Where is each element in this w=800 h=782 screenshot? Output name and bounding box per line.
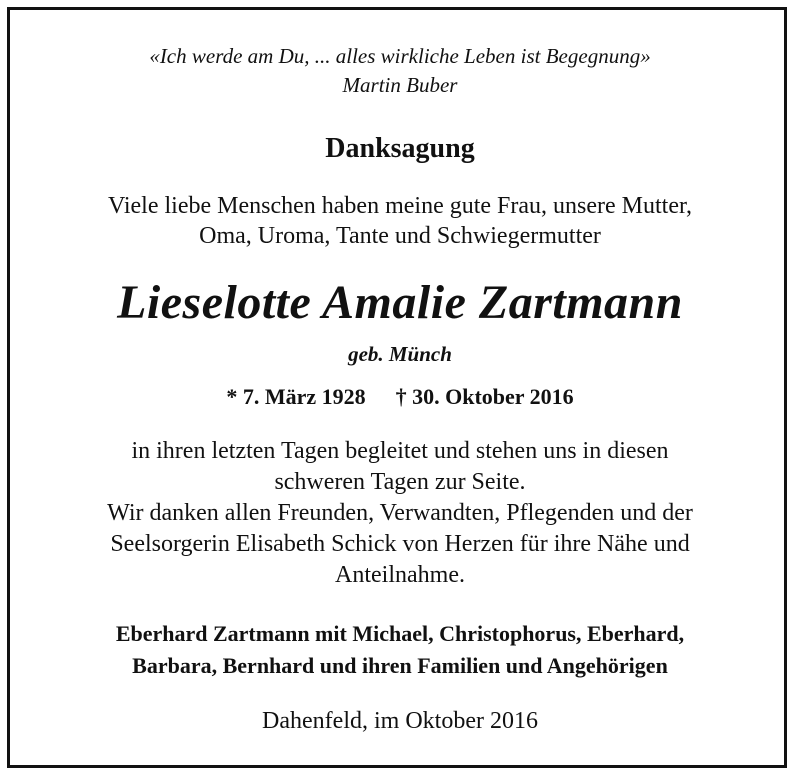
family-line: Barbara, Bernhard und ihren Familien und Angehörigen bbox=[132, 653, 668, 678]
deceased-name: Lieselotte Amalie Zartmann bbox=[117, 276, 683, 329]
quote-author: Martin Buber bbox=[342, 73, 458, 97]
life-dates bbox=[0, 382, 800, 412]
place-and-date: Dahenfeld, im Oktober 2016 bbox=[262, 708, 538, 734]
intro-line: Oma, Uroma, Tante und Schwiegermutter bbox=[199, 223, 601, 249]
maiden-name: geb. Münch bbox=[348, 342, 452, 366]
thanks-line: Anteilnahme. bbox=[335, 562, 465, 588]
intro-line: Viele liebe Menschen haben meine gute Frau, unsere Mutter, bbox=[107, 193, 693, 219]
intro-text bbox=[0, 191, 800, 251]
thanks-line: Seelsorgerin Elisabeth Schick von Herzen für ihre Nähe und bbox=[110, 531, 690, 557]
thanks-line: schweren Tagen zur Seite. bbox=[274, 469, 526, 495]
thanks-text bbox=[0, 436, 800, 591]
death-date: † 30. Oktober 2016 bbox=[395, 384, 574, 409]
thanks-line: in ihren letzten Tagen begleitet und stehen uns in diesen bbox=[131, 438, 669, 464]
quote-text: «Ich werde am Du, ... alles wirkliche Leben ist Begegnung» bbox=[149, 44, 651, 68]
family-line: Eberhard Zartmann mit Michael, Christophorus, Eberhard, bbox=[115, 621, 685, 646]
thanks-line: Wir danken allen Freunden, Verwandten, Pflegenden und der bbox=[107, 500, 693, 526]
family-signature bbox=[0, 618, 800, 682]
notice-heading: Danksagung bbox=[325, 133, 475, 164]
epigraph-quote bbox=[0, 42, 800, 100]
birth-date: * 7. März 1928 bbox=[226, 384, 366, 409]
